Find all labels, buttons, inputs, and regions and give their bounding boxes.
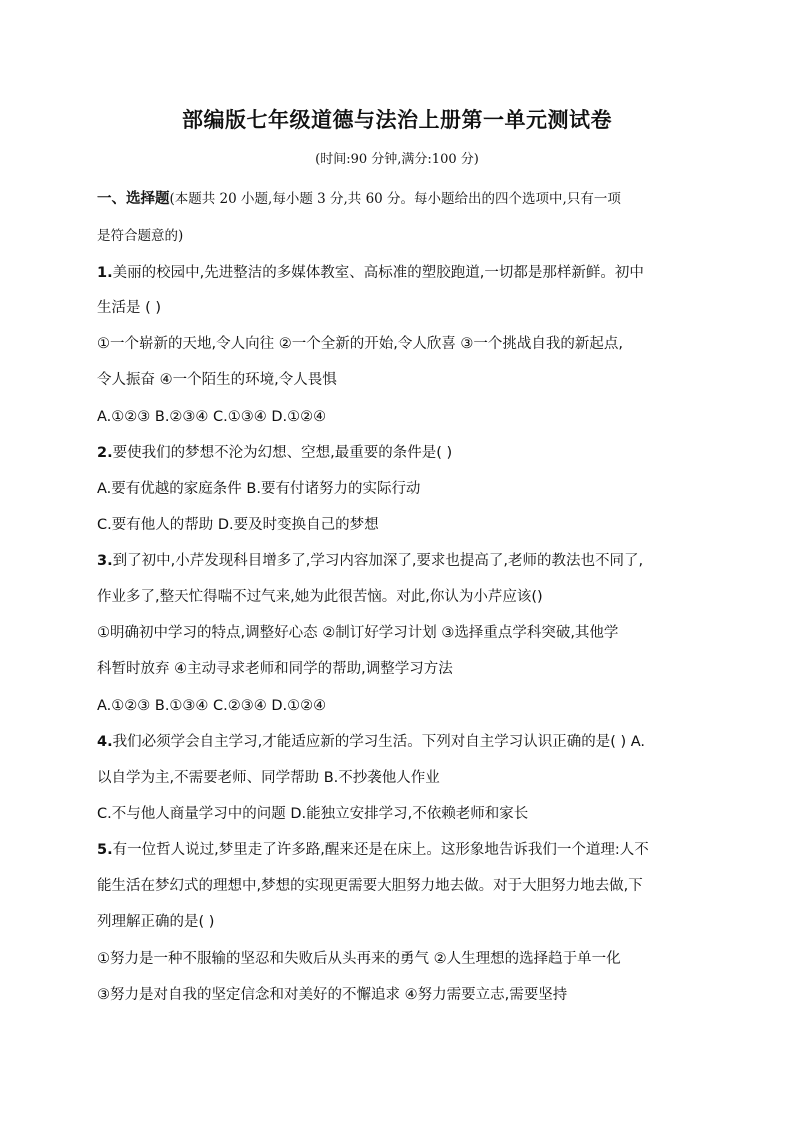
- question-text-line: 作业多了,整天忙得喘不过气来,她为此很苦恼。对此,你认为小芹应该(): [97, 589, 543, 605]
- question-text: 要使我们的梦想不沦为幻想、空想,最重要的条件是( ): [112, 445, 453, 461]
- question-number: 4.: [97, 734, 113, 750]
- section-description-continued: 是符合题意的): [97, 228, 184, 244]
- question-options: 以自学为主,不需要老师、同学帮助 B.不抄袭他人作业: [97, 770, 440, 786]
- section-heading: 一、选择题: [97, 191, 170, 207]
- question-statement-line: ③努力是对自我的坚定信念和对美好的不懈追求 ④努力需要立志,需要坚持: [97, 987, 568, 1003]
- section-description: (本题共 20 小题,每小题 3 分,共 60 分。每小题给出的四个选项中,只有一项: [169, 191, 621, 207]
- question-1: [97, 262, 644, 284]
- question-options: C.要有他人的帮助 D.要及时变换自己的梦想: [97, 517, 379, 533]
- question-text-line: 列理解正确的是( ): [97, 914, 215, 930]
- page-title: 部编版七年级道德与法治上册第一单元测试卷: [182, 108, 612, 132]
- question-text: 有一位哲人说过,梦里走了许多路,醒来还是在床上。这形象地告诉我们一个道理:人不: [112, 842, 649, 858]
- question-4: [97, 731, 645, 753]
- question-statement-line: ①一个崭新的天地,令人向往 ②一个全新的开始,令人欣喜 ③一个挑战自我的新起点,: [97, 336, 624, 352]
- question-3: [97, 550, 643, 572]
- question-options: A.要有优越的家庭条件 B.要有付诸努力的实际行动: [97, 481, 421, 497]
- question-number: 5.: [97, 842, 113, 858]
- question-text: 美丽的校园中,先进整洁的多媒体教室、高标准的塑胶跑道,一切都是那样新鲜。初中: [112, 265, 644, 281]
- question-number: 3.: [97, 553, 113, 569]
- question-statement-line: ①努力是一种不服输的坚忍和失败后从头再来的勇气 ②人生理想的选择趋于单一化: [97, 951, 621, 967]
- question-statement-line: 科暂时放弃 ④主动寻求老师和同学的帮助,调整学习方法: [97, 661, 453, 677]
- question-number: 1.: [97, 265, 113, 281]
- question-text: 到了初中,小芹发现科目增多了,学习内容加深了,要求也提高了,老师的教法也不同了,: [112, 553, 644, 569]
- question-text-line: 能生活在梦幻式的理想中,梦想的实现更需要大胆努力地去做。对于大胆努力地去做,下: [97, 878, 643, 894]
- question-options: A.①②③ B.①③④ C.②③④ D.①②④: [97, 698, 327, 714]
- question-options: A.①②③ B.②③④ C.①③④ D.①②④: [97, 409, 327, 425]
- question-text-line: 生活是 ( ): [97, 300, 162, 316]
- question-2: [97, 442, 452, 464]
- question-5: [97, 839, 649, 861]
- question-statement-line: ①明确初中学习的特点,调整好心态 ②制订好学习计划 ③选择重点学科突破,其他学: [97, 625, 619, 641]
- section-heading-line: [97, 188, 621, 210]
- question-text: 我们必须学会自主学习,才能适应新的学习生活。下列对自主学习认识正确的是( ) A.: [112, 734, 646, 750]
- question-statement-line: 令人振奋 ④一个陌生的环境,令人畏惧: [97, 372, 337, 388]
- question-options: C.不与他人商量学习中的问题 D.能独立安排学习,不依赖老师和家长: [97, 806, 529, 822]
- question-number: 2.: [97, 445, 113, 461]
- exam-info: (时间:90 分钟,满分:100 分): [315, 152, 479, 167]
